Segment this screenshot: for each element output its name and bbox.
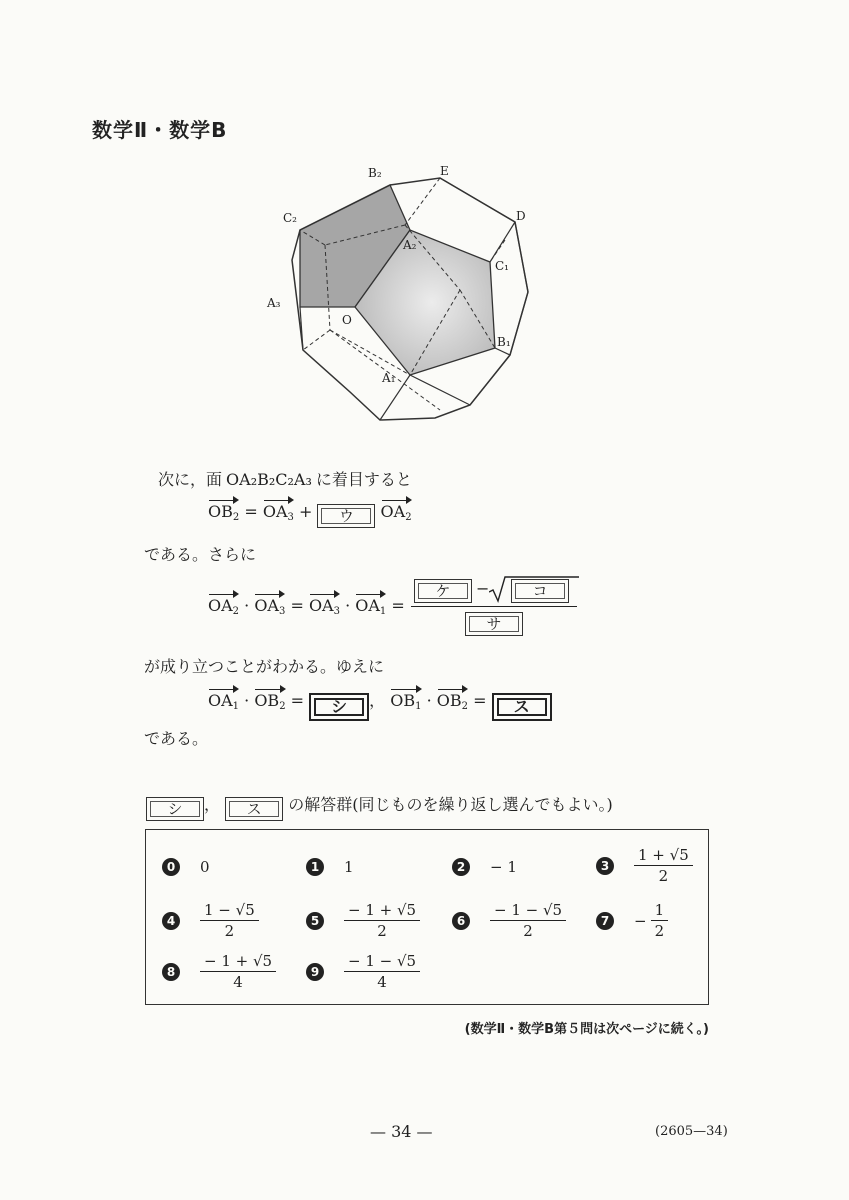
dodecahedron-figure	[260, 160, 540, 425]
label-e: E	[440, 164, 449, 178]
label-d: D	[516, 209, 526, 223]
option-8[interactable]: 8 $\frac{- 1 + √5}{4}$	[162, 952, 276, 991]
blank-ke[interactable]: ケ	[414, 579, 472, 603]
option-5[interactable]: 5 $\frac{- 1 + √5}{2}$	[306, 901, 420, 940]
label-a1: A₁	[382, 371, 396, 385]
header-blank-su: ス	[225, 797, 283, 821]
label-c1: C₁	[495, 259, 509, 273]
header-blank-shi: シ	[146, 797, 204, 821]
equation-shi-su: $OA_1 \cdot OB_2$ = シ ， $OB_1 \cdot OB_2$ = ス	[208, 688, 552, 721]
line-dearu: である。	[144, 729, 209, 748]
equation-dot-product: $OA_2 \cdot OA_3 = OA_3 \cdot OA_1$ =	[208, 596, 405, 617]
label-o: O	[342, 313, 352, 327]
option-4[interactable]: 4 $\frac{1 - √5}{2}$	[162, 901, 259, 940]
option-1[interactable]: 1 1	[306, 858, 354, 876]
label-c2: C₂	[283, 211, 297, 225]
intro-line: 次に，面 OA₂B₂C₂A₃ に着目すると	[158, 470, 412, 489]
line-naritatsu: が成り立つことがわかる。ゆえに	[144, 657, 385, 676]
line-dearu-sarani: である。さらに	[144, 545, 257, 564]
face-name: OA₂B₂C₂A₃	[226, 470, 312, 489]
option-9[interactable]: 9 $\frac{- 1 - √5}{4}$	[306, 952, 420, 991]
blank-ko[interactable]: コ	[511, 579, 569, 603]
blank-u[interactable]: ウ	[317, 504, 375, 528]
continued-note: (数学Ⅱ・数学B第５問は次ページに続く。)	[464, 1022, 709, 1037]
page-number: — 34 —	[370, 1122, 433, 1141]
blank-su[interactable]: ス	[492, 693, 552, 721]
exam-code: (2605—34)	[655, 1124, 728, 1139]
option-0[interactable]: 0 0	[162, 858, 210, 876]
choices-header: シ ， ス の解答群(同じものを繰り返し選んでもよい。)	[146, 792, 613, 821]
fraction-ke-ko-sa: ケ − コ サ	[409, 575, 579, 637]
option-6[interactable]: 6 $\frac{- 1 - √5}{2}$	[452, 901, 566, 940]
option-3[interactable]: 3 $\frac{1 + √5}{2}$	[596, 846, 693, 885]
label-a2: A₂	[403, 238, 417, 252]
page-title: 数学Ⅱ・数学B	[92, 118, 228, 142]
label-b1: B₁	[497, 335, 511, 349]
label-b2: B₂	[368, 166, 382, 180]
options-panel	[145, 829, 709, 1005]
blank-shi[interactable]: シ	[309, 693, 369, 721]
option-2[interactable]: 2 − 1	[452, 858, 517, 876]
equation-ob2: $OB_2 = OA_3$ + ウ $OA_2$	[208, 502, 412, 528]
blank-sa[interactable]: サ	[465, 612, 523, 636]
option-7[interactable]: 7 − $\frac{1}{2}$	[596, 901, 668, 940]
label-a3: A₃	[267, 296, 281, 310]
